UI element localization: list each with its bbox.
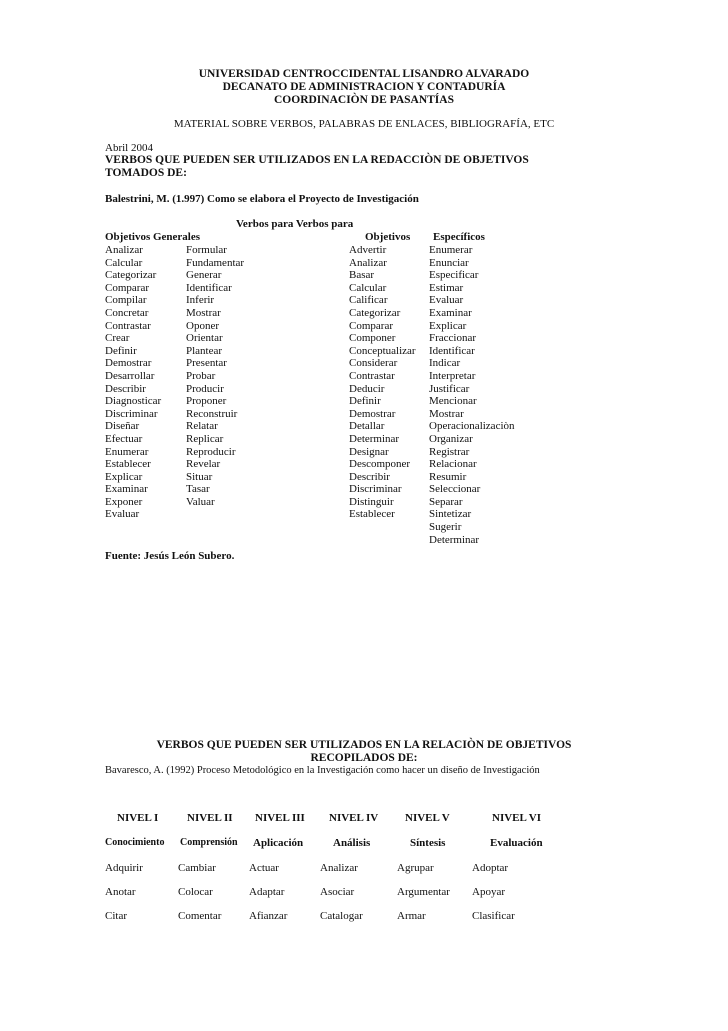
level-header: NIVEL I [117,812,159,824]
verb-item: Analizar [349,256,387,269]
verb-item: Advertir [349,244,387,256]
table-cell: Armar [397,910,426,922]
verb-item: Categorizar [105,269,157,282]
verb-item: Explicar [429,319,467,332]
verb-item: Enumerar [429,244,473,256]
verb-item: Considerar [349,357,398,370]
category-label: Aplicación [253,837,304,849]
verb-item: Calcular [349,281,387,294]
table-cell: Agrupar [397,862,434,874]
level-header: NIVEL IV [329,812,379,824]
verb-item: Fundamentar [186,256,245,269]
verb-item: Calificar [349,294,388,307]
verb-item: Analizar [105,244,143,256]
category-label: Análisis [333,837,371,849]
table-cell: Comentar [178,910,222,922]
general-objectives-header: Objetivos Generales [105,231,201,243]
verb-item: Diseñar [105,420,140,433]
table-cell: Argumentar [397,886,450,898]
table-row [0,886,728,900]
verb-item: Explicar [105,470,143,483]
verb-item: Producir [186,382,224,395]
verb-item: Efectuar [105,432,143,445]
verb-item: Comparar [349,319,393,332]
specific-objectives-header-b: Específicos [433,231,485,243]
verb-item: Presentar [186,357,227,370]
verb-item: Compilar [105,294,147,307]
verb-item: Relatar [186,420,218,433]
document-subtitle: MATERIAL SOBRE VERBOS, PALABRAS DE ENLACES, BIBLIOGRAFÍA, ETC [173,118,555,130]
verb-item: Evaluar [429,294,464,307]
table-cell: Cambiar [178,862,216,874]
verb-item: Plantear [186,344,223,357]
level-header: NIVEL V [405,812,450,824]
document-date: Abril 2004 [105,142,153,154]
levels-header-row [0,812,728,826]
verb-item: Reproducir [186,445,236,458]
general-verbs-column-2 [186,244,244,508]
verb-item: Calcular [105,256,143,269]
verb-item: Situar [186,470,213,483]
faculty-name: DECANATO DE ADMINISTRACION Y CONTADURÍA [222,81,506,93]
verb-item: Probar [186,369,216,382]
table-cell: Adquirir [105,862,143,874]
level-header: NIVEL VI [492,812,542,824]
verb-item: Mencionar [429,395,477,408]
general-verbs-column-1 [105,244,161,521]
level-header: NIVEL II [187,812,233,824]
section1-source: Fuente: Jesús León Subero. [105,550,235,562]
table-row [0,862,728,876]
category-label: Síntesis [410,837,446,849]
verb-item: Concretar [105,306,149,319]
verb-item: Establecer [105,458,151,471]
verb-item: Enumerar [105,445,149,458]
table-cell: Analizar [320,862,358,874]
table-cell: Catalogar [320,910,363,922]
specific-verbs-column-1 [349,244,416,521]
table-cell: Colocar [178,886,213,898]
verb-item: Identificar [429,344,475,357]
verb-item: Basar [349,269,375,282]
level-header: NIVEL III [255,812,305,824]
verb-item: Sintetizar [429,508,472,521]
verb-item: Proponer [186,395,227,408]
verb-item: Comparar [105,281,149,294]
verb-item: Desarrollar [105,369,155,382]
table-cell: Asociar [320,886,355,898]
verb-item: Justificar [429,382,470,395]
verb-item: Separar [429,495,463,508]
verb-item: Describir [105,382,146,395]
table-cell: Citar [105,910,127,922]
verb-item: Evaluar [105,508,140,521]
verb-item: Formular [186,244,227,256]
verb-item: Discriminar [105,407,158,420]
verb-item: Conceptualizar [349,344,416,357]
specific-objectives-header-a: Objetivos [365,231,411,243]
section1-heading: VERBOS QUE PUEDEN SER UTILIZADOS EN LA REDACCIÒN DE OBJETIVOS [105,154,529,166]
verb-item: Registrar [429,445,470,458]
verbs-table-caption: Verbos para Verbos para [236,218,354,230]
verb-item: Detallar [349,420,385,433]
verb-item: Contrastar [105,319,151,332]
verb-item: Deducir [349,382,385,395]
section1-heading-sub: TOMADOS DE: [105,167,187,179]
verb-item: Diagnosticar [105,395,162,408]
verb-item: Reconstruir [186,407,238,420]
verb-item: Tasar [186,483,210,496]
section2-heading: VERBOS QUE PUEDEN SER UTILIZADOS EN LA RELACIÒN DE OBJETIVOS [156,739,572,751]
verb-item: Interpretar [429,369,476,382]
verb-item: Determinar [349,432,400,445]
table-row [0,910,728,924]
verb-item: Relacionar [429,458,477,471]
table-cell: Actuar [249,862,279,874]
verb-item: Replicar [186,432,224,445]
verb-item: Contrastar [349,369,395,382]
category-label: Evaluación [490,837,543,849]
verb-item: Crear [105,332,130,345]
verb-item: Categorizar [349,306,401,319]
categories-row [0,837,728,851]
verb-item: Especificar [429,269,479,282]
verb-item: Organizar [429,432,473,445]
verb-item: Mostrar [186,306,221,319]
verb-item: Inferir [186,294,215,307]
verb-item: Seleccionar [429,483,481,496]
verb-item: Demostrar [349,407,396,420]
verb-item: Establecer [349,508,395,521]
verb-item: Fraccionar [429,332,477,345]
verb-item: Exponer [105,495,143,508]
table-cell: Apoyar [472,886,505,898]
verb-item: Revelar [186,458,221,471]
verb-item: Discriminar [349,483,402,496]
verb-item: Describir [349,470,390,483]
verb-item: Definir [105,344,137,357]
verb-item: Designar [349,445,389,458]
table-cell: Afianzar [249,910,288,922]
verb-item: Descomponer [349,458,411,471]
verb-item: Resumir [429,470,467,483]
specific-verbs-column-2 [429,244,515,546]
verb-item: Enunciar [429,256,469,269]
category-label: Comprensión [180,837,238,848]
verb-item: Orientar [186,332,223,345]
verb-item: Indicar [429,357,461,370]
verb-item: Identificar [186,281,232,294]
verb-item: Mostrar [429,407,464,420]
verb-item: Examinar [429,306,472,319]
verb-item: Valuar [186,495,215,508]
verb-item: Componer [349,332,396,345]
coordination-name: COORDINACIÒN DE PASANTÍAS [274,94,454,106]
table-cell: Clasificar [472,910,515,922]
verb-item: Examinar [105,483,148,496]
table-cell: Adaptar [249,886,285,898]
section2-reference: Bavaresco, A. (1992) Proceso Metodológico en la Investigación como hacer un diseño de Investigación [105,765,540,776]
verb-item: Sugerir [429,521,462,534]
table-cell: Adoptar [472,862,509,874]
verb-item: Definir [349,395,381,408]
table-cell: Anotar [105,886,136,898]
verb-item: Determinar [429,533,480,546]
section2-heading-sub: RECOPILADOS DE: [310,752,418,764]
verb-item: Oponer [186,319,219,332]
section1-reference: Balestrini, M. (1.997) Como se elabora el Proyecto de Investigación [105,193,419,205]
institution-name: UNIVERSIDAD CENTROCCIDENTAL LISANDRO ALVARADO [198,68,530,80]
verb-item: Demostrar [105,357,152,370]
verb-item: Operacionalizaciòn [429,420,515,433]
verb-item: Generar [186,269,222,282]
verb-item: Estimar [429,281,464,294]
category-label: Conocimiento [105,837,165,848]
verb-item: Distinguir [349,495,394,508]
